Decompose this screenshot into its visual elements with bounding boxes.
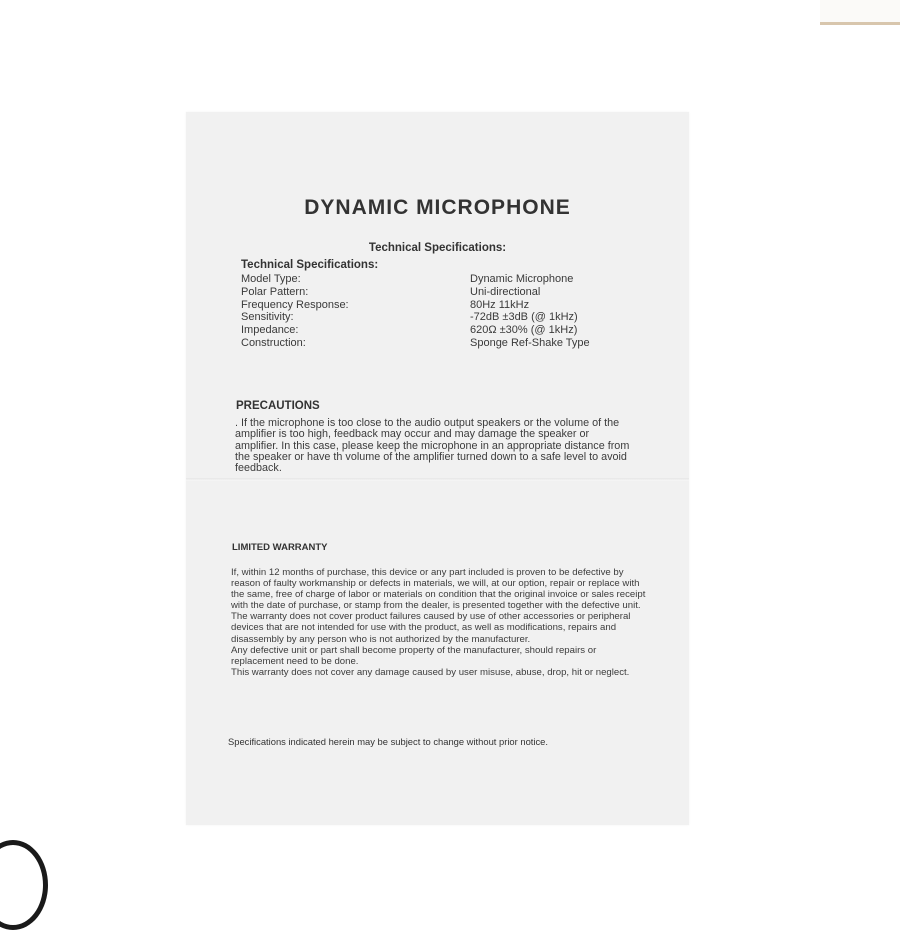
- warranty-paragraph: This warranty does not cover any damage caused by user misuse, abuse, drop, hit or neglect.: [231, 666, 630, 678]
- spec-value: 620Ω ±30% (@ 1kHz): [470, 324, 578, 337]
- spec-value: Dynamic Microphone: [470, 273, 574, 285]
- spec-row-construction: [241, 337, 671, 350]
- warranty-text: [231, 567, 651, 678]
- warranty-paragraph: If, within 12 months of purchase, this device or any part included is proven to be defective by reason of faulty workmanship or defects in materials, we will, at our option, repair or replace with the same, free of charge of labor or materials on condition that the original invoice or sales receipt with the date of purchase, or stamp from the dealer, is presented together with the defective unit.: [231, 567, 646, 612]
- spec-value: Sponge Ref-Shake Type: [470, 336, 590, 349]
- corner-object: [820, 0, 900, 25]
- spec-row-impedance: [241, 324, 671, 337]
- spec-row-model-type: [241, 273, 671, 286]
- spec-value: -72dB ±3dB (@ 1kHz): [470, 311, 578, 324]
- precautions-heading: PRECAUTIONS: [236, 400, 320, 412]
- spec-row-polar-pattern: [241, 286, 671, 299]
- spec-table: [241, 273, 671, 350]
- fold-line: [186, 478, 689, 481]
- warranty-paragraph: The warranty does not cover product failures caused by use of other accessories or peripheral devices that are not intended for use with the product, as well as modifications, repairs and disassembly by any person who is not authorized by the manufacturer.: [231, 611, 631, 645]
- spec-label: Polar Pattern:: [241, 285, 309, 298]
- manual-sheet: [186, 112, 689, 825]
- document-title: DYNAMIC MICROPHONE: [304, 196, 571, 219]
- spec-value: Uni-directional: [470, 285, 541, 298]
- change-notice: Specifications indicated herein may be subject to change without prior notice.: [228, 736, 548, 747]
- cable: [0, 840, 48, 930]
- spec-value: 80Hz 11kHz: [470, 298, 530, 311]
- precautions-text: . If the microphone is too close to the audio output speakers or the volume of the amplifier is too high, feedback may occur and may damage the speaker or amplifier. In this case, please keep the microphone in an appropriate distance from the speaker or have th volume of the amplifier turned down to a safe level to avoid feedback.: [235, 417, 630, 475]
- spec-label: Sensitivity:: [241, 311, 294, 324]
- spec-label: Impedance:: [241, 324, 299, 337]
- spec-label: Model Type:: [241, 273, 301, 285]
- spec-label: Construction:: [241, 336, 306, 349]
- warranty-paragraph: Any defective unit or part shall become property of the manufacturer, should repairs or replacement need to be done.: [231, 644, 597, 667]
- spec-row-sensitivity: [241, 311, 671, 324]
- spec-row-frequency-response: [241, 299, 671, 312]
- warranty-heading: LIMITED WARRANTY: [232, 542, 328, 553]
- spec-label: Frequency Response:: [241, 298, 349, 311]
- spec-heading-left: Technical Specifications:: [241, 259, 379, 271]
- spec-heading-center: Technical Specifications:: [368, 242, 507, 254]
